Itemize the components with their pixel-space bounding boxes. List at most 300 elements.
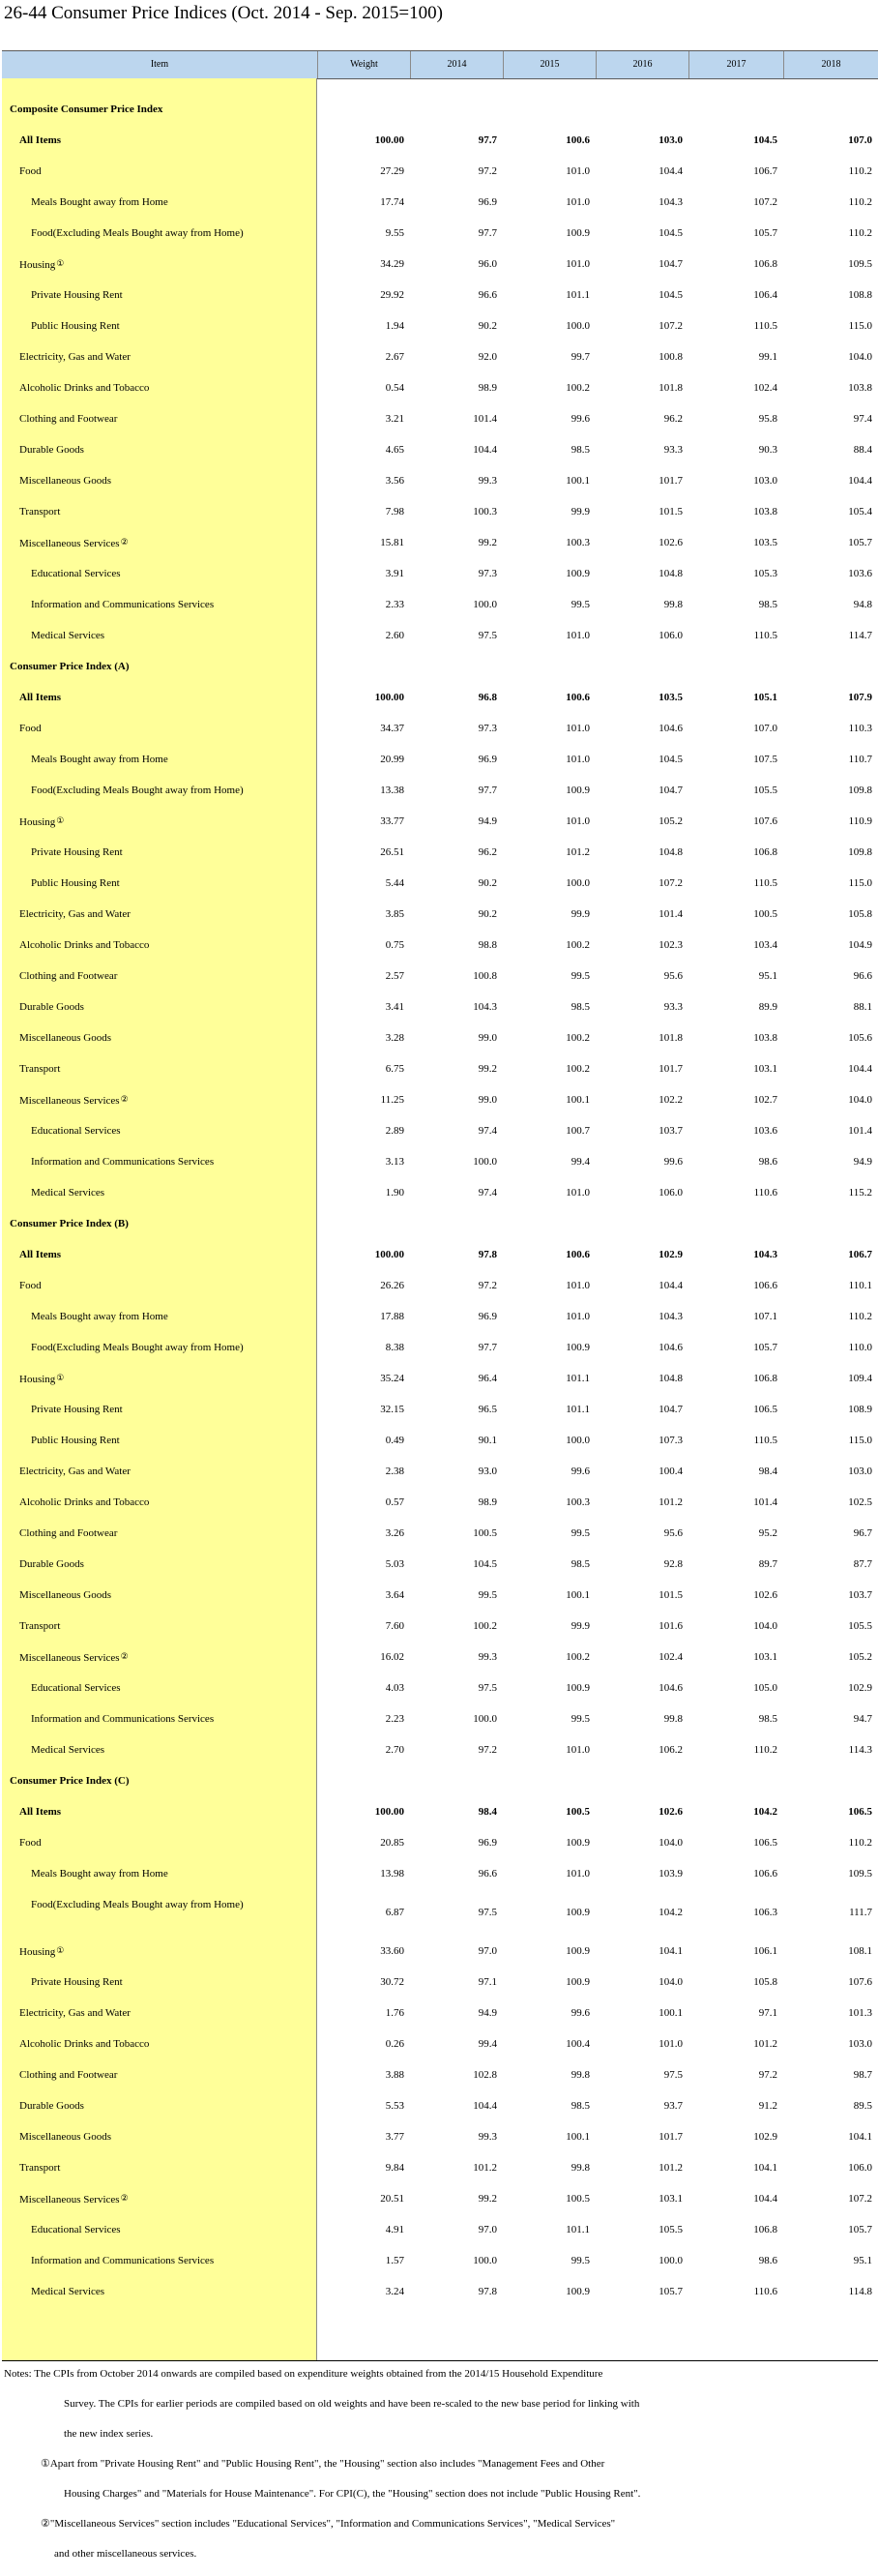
row-label <box>31 1895 278 1915</box>
value-cell-2017: 110.6 <box>753 2286 777 2297</box>
table-row <box>2 280 878 311</box>
table-row <box>2 713 878 744</box>
value-cell-2015: 99.5 <box>571 2255 590 2266</box>
row-label-text: Housing <box>19 259 56 271</box>
row-label-text: Food(Excluding Meals Bought away from Home) <box>31 785 244 796</box>
table-row <box>2 1889 878 1936</box>
value-cell-2018: 110.3 <box>848 723 872 734</box>
section-title: Composite Consumer Price Index <box>10 104 163 115</box>
row-label <box>19 249 64 280</box>
row-label-text: Housing <box>19 1946 56 1958</box>
value-cell-2016: 103.0 <box>658 134 683 146</box>
value-cell-2018: 107.0 <box>848 134 872 146</box>
value-cell-2016: 104.6 <box>658 723 683 734</box>
value-cell-2014: 99.3 <box>478 2131 497 2143</box>
weight-cell: 2.38 <box>385 1466 404 1477</box>
weight-cell: 11.25 <box>380 1094 404 1106</box>
weight-cell: 9.84 <box>385 2162 404 2174</box>
value-cell-2018: 103.7 <box>848 1589 872 1601</box>
row-label <box>19 806 64 837</box>
weight-cell: 8.38 <box>385 1342 404 1353</box>
value-cell-2015: 100.1 <box>566 1589 590 1601</box>
value-cell-2017: 95.8 <box>758 413 777 425</box>
weight-cell: 13.98 <box>380 1868 404 1880</box>
value-cell-2016: 107.2 <box>658 320 683 332</box>
value-cell-2018: 109.8 <box>848 846 872 858</box>
footnote-mark: ① <box>56 259 65 269</box>
row-label-text: Meals Bought away from Home <box>31 1868 168 1880</box>
value-cell-2017: 105.1 <box>753 692 777 703</box>
value-cell-2018: 110.7 <box>848 754 872 765</box>
value-cell-2017: 106.1 <box>753 1945 777 1957</box>
table-row <box>2 1611 878 1642</box>
value-cell-2018: 109.4 <box>848 1373 872 1384</box>
value-cell-2014: 98.9 <box>478 1496 497 1508</box>
table-row <box>2 806 878 837</box>
row-label-text: Transport <box>19 1063 61 1075</box>
row-label-text: Electricity, Gas and Water <box>19 2007 131 2019</box>
value-cell-2015: 101.2 <box>566 846 590 858</box>
value-cell-2014: 100.8 <box>473 970 497 982</box>
row-label <box>19 2090 84 2121</box>
table-row <box>2 558 878 589</box>
value-cell-2014: 96.9 <box>478 1837 497 1849</box>
row-label-text: Educational Services <box>31 568 121 579</box>
row-label <box>19 682 61 713</box>
footnote-mark: ② <box>120 538 129 548</box>
table-row <box>2 1858 878 1889</box>
value-cell-2014: 96.0 <box>478 258 497 270</box>
header-year-2018: 2018 <box>783 51 878 78</box>
value-cell-2017: 102.9 <box>753 2131 777 2143</box>
weight-cell: 34.37 <box>380 723 404 734</box>
value-cell-2015: 101.0 <box>566 630 590 641</box>
value-cell-2018: 115.0 <box>848 320 872 332</box>
section-row <box>2 94 878 125</box>
row-label-text: Public Housing Rent <box>31 320 120 332</box>
value-cell-2014: 99.0 <box>478 1032 497 1044</box>
value-cell-2017: 97.1 <box>758 2007 777 2019</box>
row-label <box>31 1146 214 1177</box>
value-cell-2014: 99.4 <box>478 2038 497 2050</box>
value-cell-2018: 103.8 <box>848 382 872 394</box>
value-cell-2018: 110.1 <box>848 1280 872 1291</box>
value-cell-2014: 96.6 <box>478 1868 497 1880</box>
weight-cell: 3.26 <box>385 1527 404 1539</box>
row-label-text: Electricity, Gas and Water <box>19 908 131 920</box>
row-label-text: Medical Services <box>31 1187 105 1199</box>
value-cell-2016: 105.5 <box>658 2224 683 2235</box>
value-cell-2017: 104.5 <box>753 134 777 146</box>
table-row <box>2 434 878 465</box>
value-cell-2018: 102.5 <box>848 1496 872 1508</box>
weight-cell: 29.92 <box>380 289 404 301</box>
value-cell-2015: 100.5 <box>566 2193 590 2205</box>
weight-cell: 32.15 <box>380 1404 404 1415</box>
value-cell-2014: 97.5 <box>478 1682 497 1694</box>
value-cell-2018: 110.2 <box>848 227 872 239</box>
weight-cell: 2.57 <box>385 970 404 982</box>
value-cell-2015: 99.9 <box>571 908 590 920</box>
value-cell-2016: 100.8 <box>658 351 683 363</box>
value-cell-2014: 96.2 <box>478 846 497 858</box>
row-label-text: Meals Bought away from Home <box>31 196 168 208</box>
row-label-text: Meals Bought away from Home <box>31 754 168 765</box>
row-label-text: Clothing and Footwear <box>19 1527 118 1539</box>
value-cell-2014: 96.9 <box>478 754 497 765</box>
section-title: Consumer Price Index (A) <box>10 661 130 672</box>
value-cell-2018: 105.5 <box>848 1620 872 1632</box>
value-cell-2015: 99.8 <box>571 2162 590 2174</box>
value-cell-2017: 106.7 <box>753 165 777 177</box>
value-cell-2016: 104.7 <box>658 258 683 270</box>
value-cell-2017: 103.0 <box>753 475 777 487</box>
table-row <box>2 2090 878 2121</box>
row-label <box>19 527 129 558</box>
value-cell-2017: 106.6 <box>753 1280 777 1291</box>
value-cell-2017: 102.7 <box>753 1094 777 1106</box>
value-cell-2014: 97.3 <box>478 568 497 579</box>
row-label <box>19 1796 61 1827</box>
value-cell-2017: 91.2 <box>758 2100 777 2112</box>
value-cell-2014: 97.4 <box>478 1187 497 1199</box>
value-cell-2017: 99.1 <box>758 351 777 363</box>
note-line: Housing Charges" and "Materials for House Maintenance". For CPI(C), the "Housing" section does not include "Public Housing Rent". <box>64 2488 641 2500</box>
table-row <box>2 341 878 372</box>
weight-cell: 33.77 <box>380 815 404 827</box>
row-label-text: Food(Excluding Meals Bought away from Home) <box>31 1342 244 1353</box>
value-cell-2014: 90.2 <box>478 320 497 332</box>
value-cell-2017: 103.6 <box>753 1125 777 1137</box>
value-cell-2015: 101.1 <box>566 1404 590 1415</box>
weight-cell: 6.87 <box>385 1907 404 1918</box>
table-row <box>2 2245 878 2276</box>
row-label <box>19 930 149 961</box>
row-label <box>19 341 131 372</box>
value-cell-2018: 110.9 <box>848 815 872 827</box>
value-cell-2016: 99.8 <box>663 599 683 610</box>
value-cell-2016: 104.8 <box>658 846 683 858</box>
weight-cell: 4.03 <box>385 1682 404 1694</box>
value-cell-2015: 100.1 <box>566 475 590 487</box>
value-cell-2017: 106.5 <box>753 1404 777 1415</box>
row-label-text: Information and Communications Services <box>31 599 215 610</box>
value-cell-2018: 110.2 <box>848 196 872 208</box>
value-cell-2016: 99.6 <box>663 1156 683 1168</box>
header-year-2015: 2015 <box>503 51 596 78</box>
row-label <box>19 992 84 1022</box>
value-cell-2014: 96.4 <box>478 1373 497 1384</box>
value-cell-2015: 100.4 <box>566 2038 590 2050</box>
weight-cell: 30.72 <box>380 1976 404 1988</box>
row-label <box>19 1053 60 1084</box>
value-cell-2017: 95.1 <box>758 970 777 982</box>
value-cell-2015: 100.6 <box>566 134 590 146</box>
row-label-text: Private Housing Rent <box>31 846 123 858</box>
value-cell-2016: 102.3 <box>658 939 683 951</box>
value-cell-2016: 97.5 <box>663 2069 683 2081</box>
value-cell-2018: 109.5 <box>848 258 872 270</box>
value-cell-2014: 94.9 <box>478 2007 497 2019</box>
value-cell-2018: 101.4 <box>848 1125 872 1137</box>
row-label <box>31 1425 120 1456</box>
value-cell-2016: 104.8 <box>658 1373 683 1384</box>
value-cell-2016: 93.3 <box>663 1001 683 1013</box>
row-label-text: Meals Bought away from Home <box>31 1311 168 1322</box>
value-cell-2015: 100.6 <box>566 1249 590 1260</box>
value-cell-2014: 100.3 <box>473 506 497 518</box>
value-cell-2014: 100.5 <box>473 1527 497 1539</box>
row-label <box>19 899 131 930</box>
value-cell-2016: 102.6 <box>658 537 683 548</box>
footnote-mark: ② <box>120 2194 129 2204</box>
header-item: Item <box>150 59 169 70</box>
value-cell-2016: 101.7 <box>658 2131 683 2143</box>
value-cell-2016: 104.0 <box>658 1837 683 1849</box>
row-label <box>31 218 244 249</box>
weight-cell: 5.03 <box>385 1558 404 1570</box>
table-row <box>2 1301 878 1332</box>
row-label-text: Food <box>19 723 42 734</box>
value-cell-2016: 93.7 <box>663 2100 683 2112</box>
weight-cell: 3.85 <box>385 908 404 920</box>
section-row <box>2 1765 878 1796</box>
row-label-text: Miscellaneous Goods <box>19 1032 112 1044</box>
row-label <box>31 1734 104 1765</box>
value-cell-2016: 101.8 <box>658 1032 683 1044</box>
note-line: ②"Miscellaneous Services" section includes "Educational Services", "Information and Communications Services", "Medical Services" <box>41 2518 616 2530</box>
weight-cell: 5.44 <box>385 877 404 889</box>
row-label <box>19 1363 64 1394</box>
value-cell-2018: 103.0 <box>848 1466 872 1477</box>
header-year-2014: 2014 <box>410 51 503 78</box>
value-cell-2017: 105.0 <box>753 1682 777 1694</box>
row-label <box>19 434 84 465</box>
value-cell-2016: 105.2 <box>658 815 683 827</box>
value-cell-2015: 100.7 <box>566 1125 590 1137</box>
table-row <box>2 2276 878 2307</box>
weight-cell: 4.65 <box>385 444 404 456</box>
value-cell-2016: 101.2 <box>658 1496 683 1508</box>
value-cell-2016: 100.1 <box>658 2007 683 2019</box>
value-cell-2016: 99.8 <box>663 1713 683 1725</box>
row-label <box>19 1936 64 1967</box>
row-label-text: Food <box>19 1837 42 1849</box>
value-cell-2014: 98.8 <box>478 939 497 951</box>
weight-cell: 100.00 <box>374 1806 404 1818</box>
value-cell-2014: 97.5 <box>478 1907 497 1918</box>
row-label-text: Food <box>19 1280 42 1291</box>
value-cell-2017: 104.2 <box>753 1806 777 1818</box>
value-cell-2018: 104.4 <box>848 475 872 487</box>
value-cell-2017: 110.5 <box>753 320 777 332</box>
value-cell-2015: 101.1 <box>566 1373 590 1384</box>
row-label-text: Private Housing Rent <box>31 1404 123 1415</box>
value-cell-2017: 103.8 <box>753 1032 777 1044</box>
value-cell-2018: 110.0 <box>848 1342 872 1353</box>
value-cell-2018: 110.2 <box>848 1311 872 1322</box>
row-label <box>31 311 120 341</box>
value-cell-2014: 101.2 <box>473 2162 497 2174</box>
weight-cell: 3.91 <box>385 568 404 579</box>
weight-cell: 16.02 <box>380 1651 404 1663</box>
weight-cell: 3.56 <box>385 475 404 487</box>
row-label-text: Miscellaneous Services <box>19 2194 120 2206</box>
row-label <box>31 558 121 589</box>
row-label <box>31 1858 168 1889</box>
weight-cell: 0.54 <box>385 382 404 394</box>
row-label <box>31 837 123 868</box>
row-label <box>19 1239 61 1270</box>
row-label-text: Transport <box>19 2162 61 2174</box>
value-cell-2014: 96.9 <box>478 1311 497 1322</box>
value-cell-2016: 100.4 <box>658 1466 683 1477</box>
table-row <box>2 1549 878 1580</box>
value-cell-2016: 101.2 <box>658 2162 683 2174</box>
value-cell-2017: 106.8 <box>753 1373 777 1384</box>
table-row <box>2 1084 878 1115</box>
row-label <box>19 465 111 496</box>
row-label-text: Clothing and Footwear <box>19 970 118 982</box>
weight-cell: 20.99 <box>380 754 404 765</box>
row-label <box>19 1518 117 1549</box>
section-row <box>2 651 878 682</box>
row-label <box>19 156 42 187</box>
value-cell-2017: 104.3 <box>753 1249 777 1260</box>
value-cell-2017: 103.4 <box>753 939 777 951</box>
value-cell-2018: 104.0 <box>848 351 872 363</box>
row-label <box>31 1301 168 1332</box>
value-cell-2018: 107.9 <box>848 692 872 703</box>
value-cell-2017: 105.7 <box>753 227 777 239</box>
row-label <box>19 496 60 527</box>
value-cell-2017: 102.6 <box>753 1589 777 1601</box>
value-cell-2015: 98.5 <box>571 1558 590 1570</box>
value-cell-2014: 97.7 <box>478 227 497 239</box>
value-cell-2018: 108.1 <box>848 1945 872 1957</box>
weight-cell: 26.51 <box>380 846 404 858</box>
weight-cell: 2.60 <box>385 630 404 641</box>
row-label <box>19 961 117 992</box>
value-cell-2014: 99.3 <box>478 475 497 487</box>
value-cell-2014: 99.2 <box>478 1063 497 1075</box>
weight-cell: 2.89 <box>385 1125 404 1137</box>
value-cell-2017: 103.1 <box>753 1651 777 1663</box>
value-cell-2014: 99.5 <box>478 1589 497 1601</box>
weight-cell: 2.23 <box>385 1713 404 1725</box>
value-cell-2014: 97.3 <box>478 723 497 734</box>
value-cell-2014: 101.4 <box>473 413 497 425</box>
note-line: Notes: The CPIs from October 2014 onwards are compiled based on expenditure weights obtained from the 2014/15 Household Expenditure <box>4 2368 603 2380</box>
row-label <box>19 1456 131 1487</box>
row-label-text: Durable Goods <box>19 444 84 456</box>
value-cell-2016: 101.5 <box>658 1589 683 1601</box>
row-label-text: Housing <box>19 816 56 828</box>
value-cell-2018: 106.0 <box>848 2162 872 2174</box>
row-label-text: Public Housing Rent <box>31 1435 120 1446</box>
row-label <box>19 1642 129 1673</box>
table-row <box>2 2214 878 2245</box>
value-cell-2018: 108.9 <box>848 1404 872 1415</box>
value-cell-2015: 99.7 <box>571 351 590 363</box>
table-row <box>2 2183 878 2214</box>
table-row <box>2 1998 878 2028</box>
weight-cell: 2.70 <box>385 1744 404 1756</box>
row-label <box>19 2059 117 2090</box>
value-cell-2014: 100.0 <box>473 2255 497 2266</box>
value-cell-2016: 102.9 <box>658 1249 683 1260</box>
row-label-text: Alcoholic Drinks and Tobacco <box>19 939 150 951</box>
value-cell-2018: 110.2 <box>848 165 872 177</box>
row-label <box>31 2245 214 2276</box>
header-year-2016: 2016 <box>596 51 688 78</box>
value-cell-2017: 106.4 <box>753 289 777 301</box>
value-cell-2017: 110.5 <box>753 1435 777 1446</box>
table-row <box>2 589 878 620</box>
value-cell-2017: 103.8 <box>753 506 777 518</box>
table-row <box>2 1487 878 1518</box>
value-cell-2018: 111.7 <box>849 1907 872 1918</box>
row-label-text: Alcoholic Drinks and Tobacco <box>19 2038 150 2050</box>
value-cell-2015: 100.9 <box>566 1945 590 1957</box>
value-cell-2017: 107.1 <box>753 1311 777 1322</box>
value-cell-2016: 104.4 <box>658 1280 683 1291</box>
value-cell-2015: 100.9 <box>566 1342 590 1353</box>
table-row <box>2 1177 878 1208</box>
row-label <box>31 589 214 620</box>
value-cell-2018: 103.0 <box>848 2038 872 2050</box>
row-label <box>19 1022 111 1053</box>
row-label <box>31 1673 121 1703</box>
value-cell-2014: 99.0 <box>478 1094 497 1106</box>
table-row <box>2 218 878 249</box>
value-cell-2016: 103.5 <box>658 692 683 703</box>
value-cell-2015: 99.4 <box>571 1156 590 1168</box>
row-label <box>31 1115 121 1146</box>
row-label-text: Educational Services <box>31 1125 121 1137</box>
value-cell-2018: 107.6 <box>848 1976 872 1988</box>
row-label-text: Electricity, Gas and Water <box>19 1466 131 1477</box>
weight-cell: 1.94 <box>385 320 404 332</box>
value-cell-2017: 89.9 <box>758 1001 777 1013</box>
row-label <box>31 1703 214 1734</box>
value-cell-2014: 97.2 <box>478 165 497 177</box>
row-label <box>31 775 244 806</box>
weight-cell: 100.00 <box>374 134 404 146</box>
row-label <box>19 2152 60 2183</box>
row-label <box>19 1611 60 1642</box>
table-row <box>2 961 878 992</box>
value-cell-2015: 101.0 <box>566 1311 590 1322</box>
value-cell-2015: 100.1 <box>566 1094 590 1106</box>
section-title: Consumer Price Index (C) <box>10 1775 130 1787</box>
weight-cell: 13.38 <box>380 785 404 796</box>
row-label-text: All Items <box>19 692 62 703</box>
row-label-text: Educational Services <box>31 2224 121 2235</box>
value-cell-2018: 115.0 <box>848 1435 872 1446</box>
value-cell-2014: 97.2 <box>478 1280 497 1291</box>
value-cell-2017: 98.4 <box>758 1466 777 1477</box>
row-label <box>31 1394 123 1425</box>
row-label <box>31 868 120 899</box>
table-row <box>2 775 878 806</box>
value-cell-2017: 106.8 <box>753 2224 777 2235</box>
value-cell-2018: 108.8 <box>848 289 872 301</box>
note-line: Survey. The CPIs for earlier periods are compiled based on old weights and have been re-scaled to the new base period for linking with <box>64 2398 640 2410</box>
weight-cell: 3.88 <box>385 2069 404 2081</box>
value-cell-2018: 87.7 <box>853 1558 872 1570</box>
value-cell-2016: 101.8 <box>658 382 683 394</box>
